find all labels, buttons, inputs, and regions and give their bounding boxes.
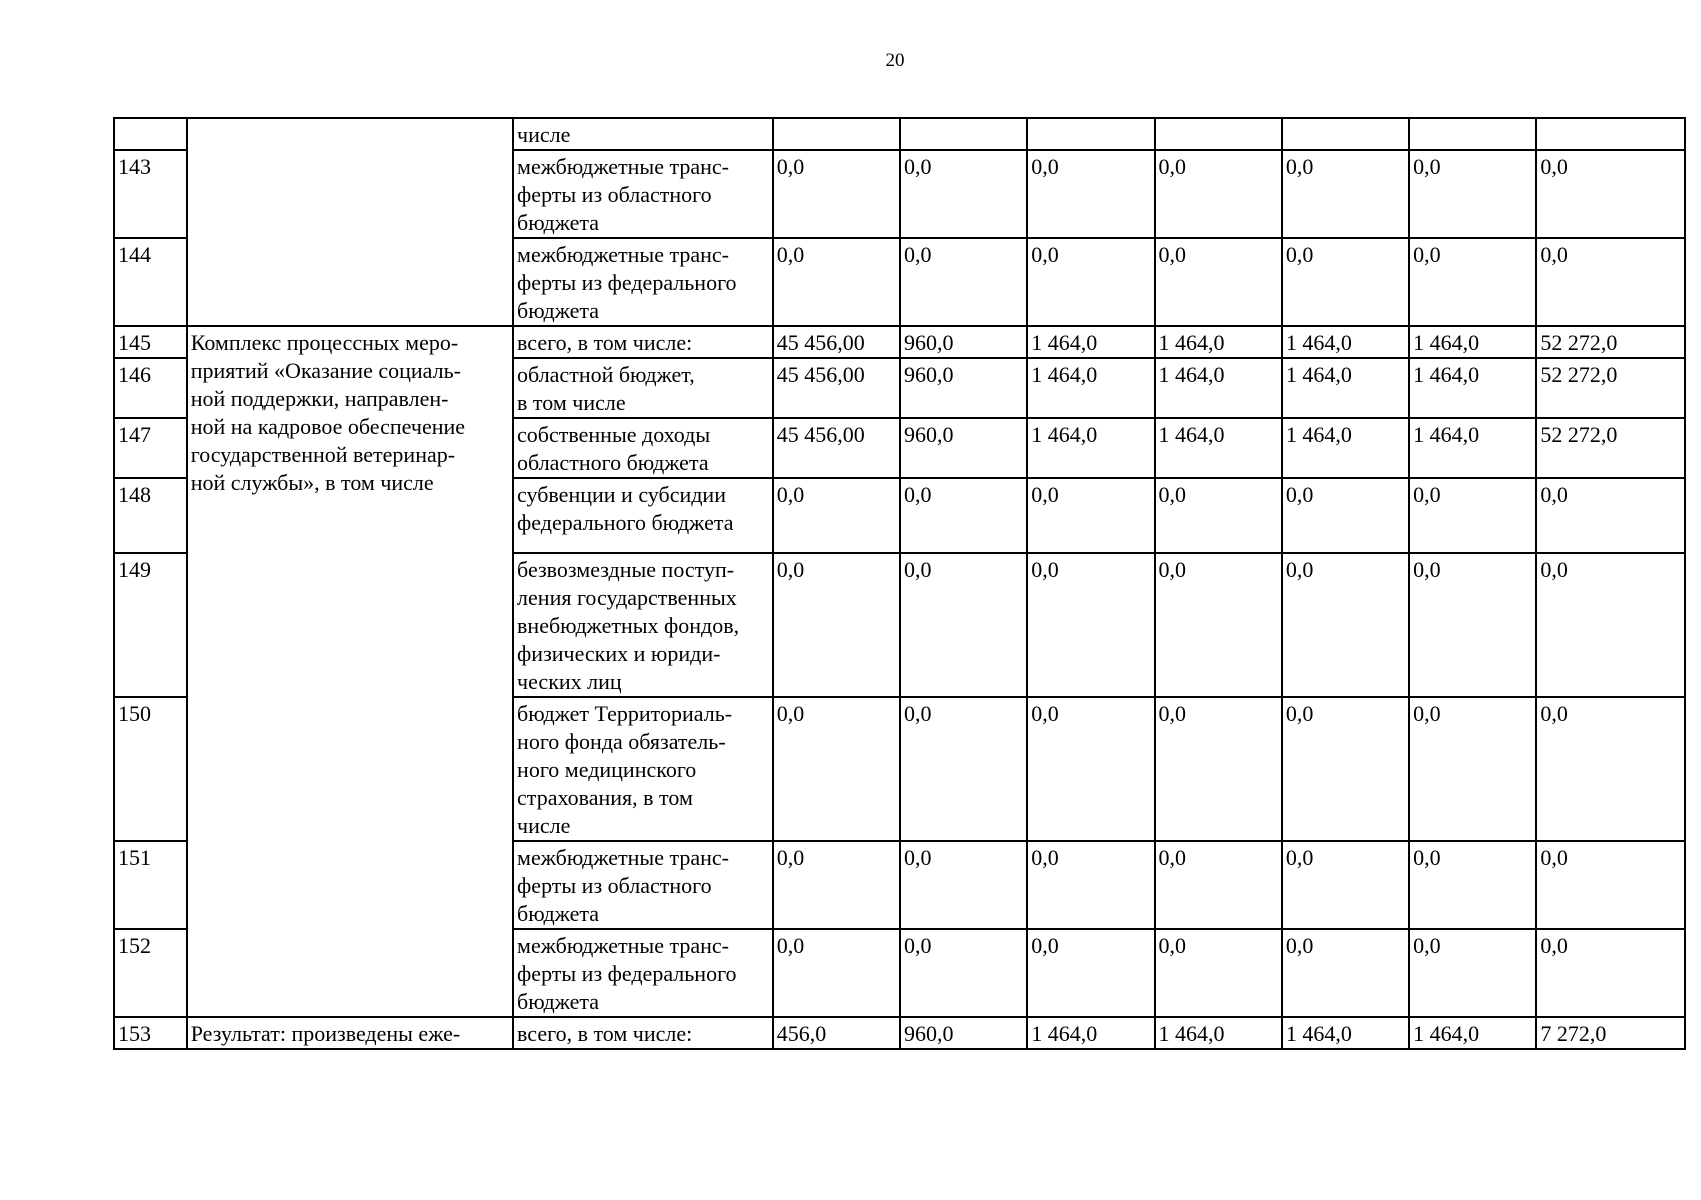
value-cell: 0,0	[1536, 841, 1685, 929]
row-number-cell: 152	[114, 929, 187, 1017]
value-cell: 1 464,0	[1282, 358, 1409, 418]
value-cell: 0,0	[1155, 929, 1282, 1017]
row-number-cell: 148	[114, 478, 187, 553]
row-number-cell: 147	[114, 418, 187, 478]
value-cell: 960,0	[900, 418, 1027, 478]
value-cell: 0,0	[773, 841, 900, 929]
table-row	[114, 1017, 1685, 1049]
value-cell: 1 464,0	[1409, 1017, 1536, 1049]
table-row	[114, 118, 1685, 150]
value-cell: 0,0	[1027, 929, 1154, 1017]
funding-source-cell: межбюджетные транс- ферты из областного бюджета	[513, 841, 773, 929]
value-cell: 1 464,0	[1409, 418, 1536, 478]
value-cell: 1 464,0	[1282, 1017, 1409, 1049]
value-cell: 52 272,0	[1536, 418, 1685, 478]
value-cell: 960,0	[900, 326, 1027, 358]
row-number-cell: 149	[114, 553, 187, 697]
value-cell: 960,0	[900, 358, 1027, 418]
value-cell: 0,0	[900, 841, 1027, 929]
value-cell: 0,0	[1155, 238, 1282, 326]
value-cell: 0,0	[1027, 150, 1154, 238]
value-cell: 45 456,00	[773, 326, 900, 358]
row-number-cell: 151	[114, 841, 187, 929]
row-number-cell: 144	[114, 238, 187, 326]
value-cell: 0,0	[1536, 553, 1685, 697]
value-cell: 0,0	[1027, 553, 1154, 697]
funding-source-cell: безвозмездные поступ- ления государственных внебюджетных фондов, физических и юриди- ческих лиц	[513, 553, 773, 697]
value-cell: 0,0	[1409, 929, 1536, 1017]
value-cell: 0,0	[1027, 697, 1154, 841]
value-cell: 0,0	[900, 238, 1027, 326]
value-cell: 0,0	[773, 929, 900, 1017]
value-cell: 0,0	[1282, 929, 1409, 1017]
value-cell: 0,0	[773, 238, 900, 326]
budget-table	[113, 117, 1686, 1050]
value-cell: 0,0	[773, 150, 900, 238]
value-cell: 0,0	[773, 478, 900, 553]
value-cell: 0,0	[1409, 553, 1536, 697]
value-cell	[1282, 118, 1409, 150]
value-cell	[1155, 118, 1282, 150]
value-cell: 0,0	[1155, 150, 1282, 238]
value-cell: 1 464,0	[1027, 326, 1154, 358]
value-cell: 1 464,0	[1027, 418, 1154, 478]
value-cell: 1 464,0	[1282, 326, 1409, 358]
value-cell: 0,0	[1409, 238, 1536, 326]
value-cell: 0,0	[1536, 150, 1685, 238]
value-cell: 0,0	[1027, 238, 1154, 326]
value-cell: 1 464,0	[1155, 1017, 1282, 1049]
value-cell: 0,0	[1282, 697, 1409, 841]
value-cell: 0,0	[1409, 478, 1536, 553]
value-cell: 0,0	[1027, 478, 1154, 553]
value-cell	[1536, 118, 1685, 150]
value-cell: 1 464,0	[1027, 358, 1154, 418]
funding-source-cell: числе	[513, 118, 773, 150]
value-cell: 960,0	[900, 1017, 1027, 1049]
value-cell: 1 464,0	[1027, 1017, 1154, 1049]
value-cell	[900, 118, 1027, 150]
funding-source-cell: бюджет Территориаль- ного фонда обязатель- ного медицинского страхования, в том числе	[513, 697, 773, 841]
row-number-cell: 143	[114, 150, 187, 238]
funding-source-cell: областной бюджет, в том числе	[513, 358, 773, 418]
value-cell: 0,0	[900, 697, 1027, 841]
funding-source-cell: межбюджетные транс- ферты из областного бюджета	[513, 150, 773, 238]
value-cell	[1409, 118, 1536, 150]
value-cell: 0,0	[900, 478, 1027, 553]
value-cell: 0,0	[1536, 929, 1685, 1017]
funding-source-cell: всего, в том числе:	[513, 1017, 773, 1049]
value-cell: 0,0	[1155, 841, 1282, 929]
value-cell: 0,0	[1282, 150, 1409, 238]
value-cell: 52 272,0	[1536, 326, 1685, 358]
row-number-cell: 150	[114, 697, 187, 841]
table-row	[114, 326, 1685, 358]
value-cell: 0,0	[1282, 553, 1409, 697]
value-cell: 0,0	[900, 929, 1027, 1017]
row-number-cell: 145	[114, 326, 187, 358]
value-cell: 0,0	[1282, 478, 1409, 553]
value-cell: 0,0	[1155, 553, 1282, 697]
result-name-cell: Результат: произведены еже-	[187, 1017, 513, 1049]
value-cell: 1 464,0	[1155, 326, 1282, 358]
value-cell	[1027, 118, 1154, 150]
value-cell: 0,0	[1409, 841, 1536, 929]
value-cell: 0,0	[900, 553, 1027, 697]
complex-name-cell: Комплекс процессных меро- приятий «Оказание социаль- ной поддержки, направлен- ной на кадровое обеспечение государственной ветеринар- ной службы», в том числе	[187, 326, 513, 1017]
value-cell: 7 272,0	[1536, 1017, 1685, 1049]
name-cell	[187, 118, 513, 326]
value-cell: 0,0	[1282, 841, 1409, 929]
value-cell: 0,0	[1409, 697, 1536, 841]
row-number-cell: 146	[114, 358, 187, 418]
row-number-cell	[114, 118, 187, 150]
value-cell: 456,0	[773, 1017, 900, 1049]
value-cell: 52 272,0	[1536, 358, 1685, 418]
funding-source-cell: собственные доходы областного бюджета	[513, 418, 773, 478]
value-cell: 0,0	[773, 697, 900, 841]
funding-source-cell: всего, в том числе:	[513, 326, 773, 358]
value-cell: 1 464,0	[1155, 418, 1282, 478]
value-cell: 0,0	[1409, 150, 1536, 238]
value-cell: 0,0	[1027, 841, 1154, 929]
value-cell: 0,0	[773, 553, 900, 697]
value-cell: 1 464,0	[1282, 418, 1409, 478]
value-cell: 45 456,00	[773, 418, 900, 478]
value-cell: 0,0	[1155, 697, 1282, 841]
value-cell: 1 464,0	[1409, 358, 1536, 418]
value-cell: 0,0	[1536, 478, 1685, 553]
value-cell: 0,0	[1536, 238, 1685, 326]
value-cell: 1 464,0	[1155, 358, 1282, 418]
funding-source-cell: межбюджетные транс- ферты из федерального бюджета	[513, 929, 773, 1017]
row-number-cell: 153	[114, 1017, 187, 1049]
funding-source-cell: межбюджетные транс- ферты из федерального бюджета	[513, 238, 773, 326]
funding-source-cell: субвенции и субсидии федерального бюджета	[513, 478, 773, 553]
value-cell: 0,0	[1155, 478, 1282, 553]
value-cell	[773, 118, 900, 150]
value-cell: 0,0	[1282, 238, 1409, 326]
value-cell: 0,0	[1536, 697, 1685, 841]
value-cell: 1 464,0	[1409, 326, 1536, 358]
page-number: 20	[885, 50, 905, 71]
value-cell: 45 456,00	[773, 358, 900, 418]
value-cell: 0,0	[900, 150, 1027, 238]
